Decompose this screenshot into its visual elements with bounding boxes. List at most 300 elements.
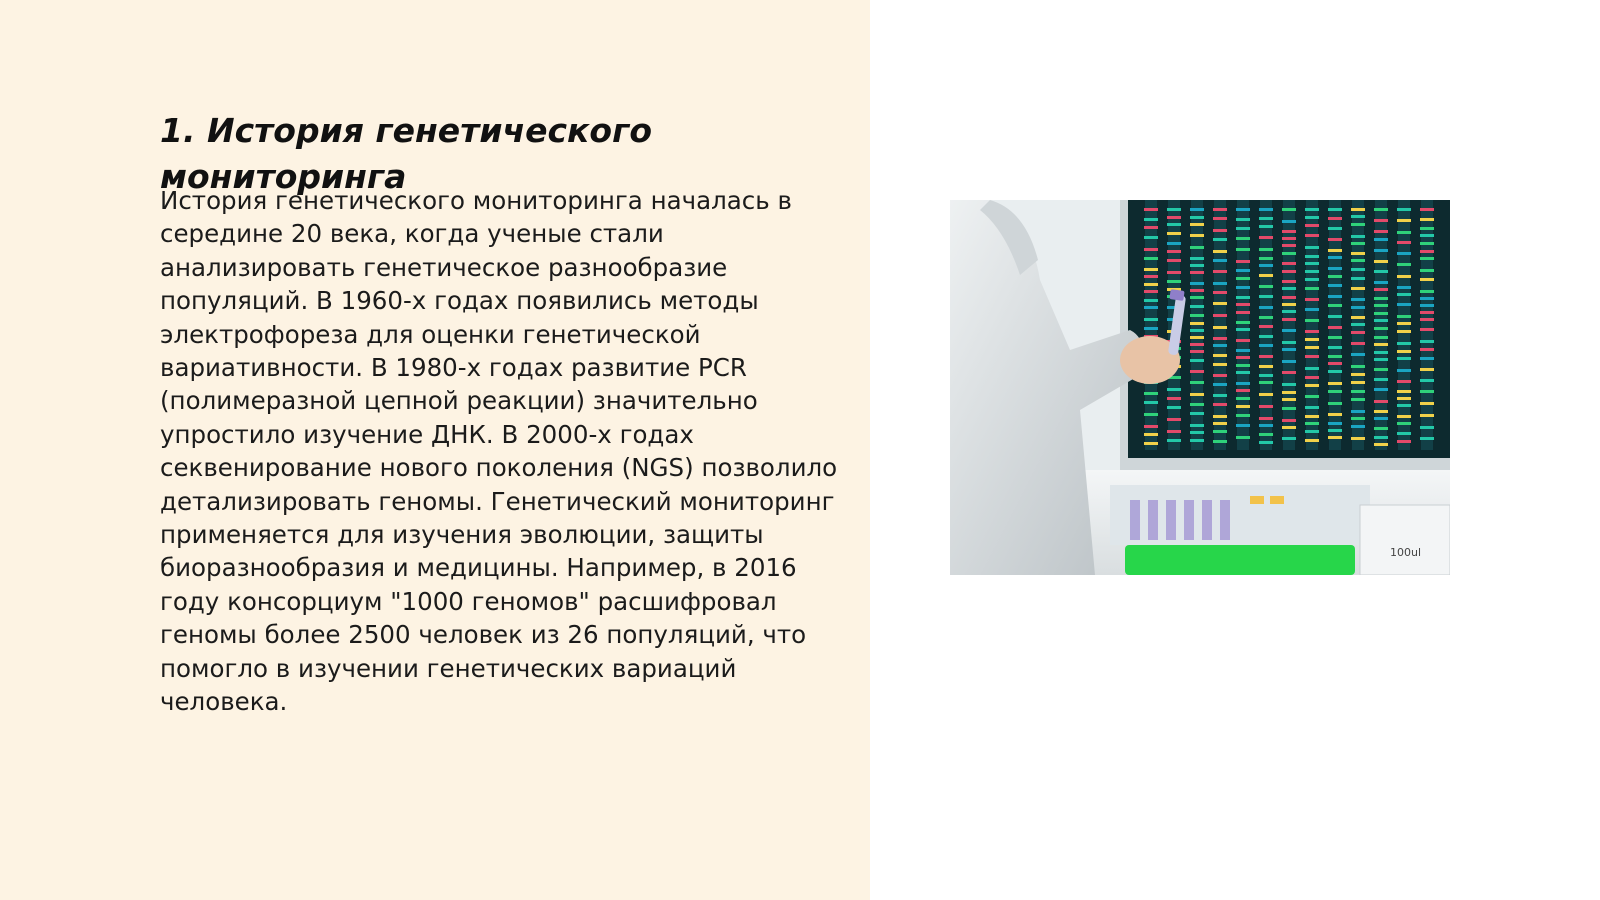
sequencing-band (1282, 360, 1296, 363)
sequencing-band (1259, 344, 1273, 347)
sequencing-band (1259, 325, 1273, 328)
sequencing-band (1328, 267, 1342, 270)
sequencing-band (1328, 249, 1342, 252)
sequencing-band (1397, 369, 1411, 372)
sequencing-band (1259, 248, 1273, 251)
sequencing-band (1282, 329, 1296, 332)
sequencing-band (1328, 355, 1342, 358)
sequencing-band (1282, 383, 1296, 386)
sequencing-band (1374, 417, 1388, 420)
sequencing-band (1213, 440, 1227, 443)
sequencing-band (1420, 368, 1434, 371)
sequencing-band (1328, 382, 1342, 385)
sequencing-band (1305, 355, 1319, 358)
sequencing-band (1213, 403, 1227, 406)
sequencing-band (1282, 407, 1296, 410)
sequencing-band (1305, 278, 1319, 281)
sequencing-band (1397, 208, 1411, 211)
sequencing-band (1397, 330, 1411, 333)
sequencing-band (1236, 371, 1250, 374)
sequencing-band (1374, 343, 1388, 346)
sequencing-band (1374, 327, 1388, 330)
sequencing-band (1282, 310, 1296, 313)
sequencing-band (1213, 326, 1227, 329)
sequencing-band (1397, 357, 1411, 360)
sequencing-band (1420, 278, 1434, 281)
sequencing-band (1397, 404, 1411, 407)
sequencing-band (1236, 356, 1250, 359)
sequencing-band (1236, 227, 1250, 230)
sequencing-band (1282, 426, 1296, 429)
sequencing-band (1282, 252, 1296, 255)
sequencing-band (1213, 208, 1227, 211)
sequencing-band (1259, 217, 1273, 220)
sequencing-lane (1421, 200, 1433, 450)
sequencing-band (1167, 250, 1181, 253)
sequencing-band (1167, 280, 1181, 283)
sequencing-band (1282, 230, 1296, 233)
sequencing-band (1190, 216, 1204, 219)
sequencing-lane (1329, 200, 1341, 450)
sequencing-band (1282, 303, 1296, 306)
sequencing-band (1167, 397, 1181, 400)
sequencing-band (1167, 216, 1181, 219)
sequencing-band (1420, 328, 1434, 331)
sequencing-band (1190, 370, 1204, 373)
sequencing-band (1259, 374, 1273, 377)
sequencing-band (1397, 219, 1411, 222)
sequencing-band (1144, 299, 1158, 302)
sequencing-band (1328, 256, 1342, 259)
sequencing-band (1328, 315, 1342, 318)
sequencing-band (1190, 257, 1204, 260)
sequencing-band (1374, 208, 1388, 211)
sequencing-band (1305, 234, 1319, 237)
sequencing-band (1351, 425, 1365, 428)
sequencing-band (1190, 208, 1204, 211)
sequencing-band (1351, 316, 1365, 319)
sequencing-band (1282, 419, 1296, 422)
sequencing-band (1282, 398, 1296, 401)
sequencing-band (1144, 401, 1158, 404)
sequencing-band (1328, 402, 1342, 405)
sequencing-band (1328, 275, 1342, 278)
sequencing-band (1374, 443, 1388, 446)
sequencing-band (1328, 304, 1342, 307)
sequencing-band (1328, 284, 1342, 287)
sequencing-band (1397, 275, 1411, 278)
sequencing-band (1213, 250, 1227, 253)
sequencing-band (1328, 362, 1342, 365)
sequencing-band (1397, 252, 1411, 255)
sequencing-band (1236, 414, 1250, 417)
sequencing-band (1420, 340, 1434, 343)
sequencing-band (1213, 394, 1227, 397)
sequencing-band (1167, 271, 1181, 274)
sequencing-band (1236, 218, 1250, 221)
sequencing-band (1213, 302, 1227, 305)
sequencing-band (1213, 422, 1227, 425)
sequencing-band (1190, 336, 1204, 339)
sequencing-band (1420, 402, 1434, 405)
sequencing-band (1236, 321, 1250, 324)
sequencing-band (1259, 424, 1273, 427)
sequencing-band (1213, 344, 1227, 347)
sequencing-band (1397, 390, 1411, 393)
sequencing-band (1282, 318, 1296, 321)
sequencing-band (1259, 433, 1273, 436)
sequencing-band (1282, 244, 1296, 247)
sequencing-band (1190, 289, 1204, 292)
sequencing-band (1397, 432, 1411, 435)
sequencing-band (1328, 295, 1342, 298)
sequencing-band (1259, 316, 1273, 319)
sequencing-band (1190, 359, 1204, 362)
sequencing-band (1259, 264, 1273, 267)
sequencing-band (1374, 351, 1388, 354)
sequencing-band (1282, 341, 1296, 344)
sequencing-band (1328, 346, 1342, 349)
sequencing-band (1305, 330, 1319, 333)
sequencing-band (1282, 280, 1296, 283)
sequencing-band (1397, 350, 1411, 353)
sequencing-band (1374, 288, 1388, 291)
sequencing-band (1190, 329, 1204, 332)
sequencing-band (1259, 335, 1273, 338)
sequencing-band (1351, 287, 1365, 290)
sequencing-band (1259, 257, 1273, 260)
sequencing-band (1328, 217, 1342, 220)
sequencing-band (1144, 306, 1158, 309)
slide-body-text: История генетического мониторинга началась в середине 20 века, когда ученые стали анализировать генетическое разнообразие популяций. В 1960-х годах появились методы электрофореза для оценки генетической вариативности. В 1980-х годах развитие PCR (полимеразной цепной реакции) значительно упростило изучение ДНК. В 2000-х годах секвенирование нового поколения (NGS) позволило детализировать геномы. Генетический мониторинг применяется для изучения эволюции, защиты биоразнообразия и медицины. Например, в 2016 году консорциум "1000 геномов" расшифровал геномы более 2500 человек из 26 популяций, что помогло в изучении генетических вариаций человека. (160, 186, 838, 717)
sequencing-band (1236, 424, 1250, 427)
sequencing-band (1420, 234, 1434, 237)
sequencing-band (1305, 262, 1319, 265)
sequencing-band (1213, 259, 1227, 262)
sequencing-band (1144, 442, 1158, 445)
sequencing-band (1351, 365, 1365, 368)
sequencing-band (1167, 406, 1181, 409)
sequencing-band (1259, 306, 1273, 309)
pipette-volume-label: 100ul (1390, 546, 1422, 559)
sequencing-band (1190, 381, 1204, 384)
sequencing-band (1167, 242, 1181, 245)
sequencing-band (1236, 269, 1250, 272)
sequencing-band (1259, 393, 1273, 396)
sequencing-band (1328, 238, 1342, 241)
sequencing-band (1190, 439, 1204, 442)
sequencing-band (1351, 410, 1365, 413)
sequencing-band (1259, 355, 1273, 358)
sequencing-band (1374, 281, 1388, 284)
sequencing-band (1236, 364, 1250, 367)
sequencing-band (1351, 398, 1365, 401)
sequencing-band (1213, 270, 1227, 273)
sequencing-band (1351, 437, 1365, 440)
sequencing-band (1213, 415, 1227, 418)
sequencing-band (1397, 440, 1411, 443)
sequencing-band (1374, 427, 1388, 430)
sequencing-band (1282, 437, 1296, 440)
sequencing-band (1374, 388, 1388, 391)
sequencing-band (1420, 218, 1434, 221)
sequencing-band (1374, 368, 1388, 371)
sequencing-band (1144, 218, 1158, 221)
sequencing-band (1397, 303, 1411, 306)
sequencing-band (1420, 318, 1434, 321)
sequencing-band (1328, 326, 1342, 329)
sequencing-band (1259, 381, 1273, 384)
sequencing-band (1144, 257, 1158, 260)
sequencing-band (1305, 224, 1319, 227)
sequencing-band (1190, 234, 1204, 237)
sequencing-lane (1214, 200, 1226, 450)
sequencing-band (1259, 441, 1273, 444)
sequencing-band (1144, 392, 1158, 395)
lab-dna-sequencing-photo (950, 200, 1450, 575)
sequencing-band (1259, 236, 1273, 239)
sequencing-band (1259, 225, 1273, 228)
sequencing-band (1374, 249, 1388, 252)
sequencing-band (1190, 403, 1204, 406)
sequencing-band (1305, 422, 1319, 425)
sequencing-band (1190, 305, 1204, 308)
sequencing-band (1397, 322, 1411, 325)
sequencing-band (1144, 275, 1158, 278)
sequencing-band (1420, 390, 1434, 393)
sequencing-band (1167, 259, 1181, 262)
sequencing-band (1374, 436, 1388, 439)
sequencing-band (1328, 370, 1342, 373)
sequencing-band (1328, 413, 1342, 416)
sequencing-band (1259, 208, 1273, 211)
sequencing-band (1374, 378, 1388, 381)
sequencing-band (1190, 271, 1204, 274)
sequencing-band (1351, 235, 1365, 238)
sequencing-band (1236, 237, 1250, 240)
sequencing-band (1305, 308, 1319, 311)
sequencing-band (1351, 223, 1365, 226)
sequencing-band (1397, 380, 1411, 383)
sequencing-band (1351, 298, 1365, 301)
sequencing-band (1351, 417, 1365, 420)
sequencing-band (1190, 343, 1204, 346)
sequencing-band (1305, 346, 1319, 349)
sequencing-band (1397, 342, 1411, 345)
sequencing-band (1328, 336, 1342, 339)
sequencing-band (1259, 365, 1273, 368)
sequencing-band (1420, 269, 1434, 272)
sequencing-band (1351, 259, 1365, 262)
sequencing-band (1213, 430, 1227, 433)
sequencing-band (1420, 227, 1434, 230)
sequencing-band (1351, 277, 1365, 280)
sequencing-band (1397, 397, 1411, 400)
sequencing-band (1236, 286, 1250, 289)
sequencing-band (1167, 418, 1181, 421)
sequencing-band (1305, 415, 1319, 418)
sequencing-band (1213, 238, 1227, 241)
sequencing-band (1236, 260, 1250, 263)
sequencing-band (1328, 390, 1342, 393)
sequencing-band (1305, 255, 1319, 258)
sequencing-band (1305, 246, 1319, 249)
sequencing-band (1213, 314, 1227, 317)
sequencing-band (1374, 312, 1388, 315)
sequencing-band (1397, 241, 1411, 244)
sequencing-band (1190, 424, 1204, 427)
sequencing-band (1374, 336, 1388, 339)
sequencing-band (1305, 439, 1319, 442)
sequencing-band (1328, 227, 1342, 230)
sequencing-band (1305, 384, 1319, 387)
sequencing-band (1236, 397, 1250, 400)
sequencing-band (1144, 226, 1158, 229)
sequencing-band (1282, 208, 1296, 211)
sequencing-band (1236, 382, 1250, 385)
sequencing-band (1282, 391, 1296, 394)
sequencing-band (1420, 304, 1434, 307)
sequencing-band (1282, 237, 1296, 240)
sequencing-band (1236, 328, 1250, 331)
sequencing-band (1282, 270, 1296, 273)
sequencing-band (1190, 282, 1204, 285)
sequencing-band (1213, 291, 1227, 294)
sequencing-band (1167, 208, 1181, 211)
sequencing-band (1420, 208, 1434, 211)
sequencing-band (1374, 270, 1388, 273)
sequencing-band (1282, 296, 1296, 299)
sequencing-band (1282, 287, 1296, 290)
sequencing-band (1397, 315, 1411, 318)
sequencing-band (1420, 250, 1434, 253)
sequencing-band (1420, 357, 1434, 360)
sequencing-band (1351, 342, 1365, 345)
sequencing-band (1305, 376, 1319, 379)
sequencing-band (1351, 381, 1365, 384)
sequencing-band (1144, 413, 1158, 416)
sequencing-band (1374, 400, 1388, 403)
sequencing-band (1305, 208, 1319, 211)
sequencing-band (1351, 242, 1365, 245)
sequencing-band (1236, 405, 1250, 408)
sequencing-band (1213, 354, 1227, 357)
sequencing-band (1282, 348, 1296, 351)
sequencing-band (1305, 287, 1319, 290)
sequencing-band (1351, 331, 1365, 334)
sequencing-band (1420, 414, 1434, 417)
sequencing-band (1236, 296, 1250, 299)
sequencing-band (1167, 388, 1181, 391)
sequencing-band (1374, 230, 1388, 233)
sequencing-band (1305, 395, 1319, 398)
sequencing-band (1420, 290, 1434, 293)
sequencing-band (1236, 436, 1250, 439)
sequencing-band (1144, 318, 1158, 321)
sequencing-band (1351, 390, 1365, 393)
sequencing-band (1397, 422, 1411, 425)
sequencing-band (1190, 296, 1204, 299)
sequencing-band (1190, 223, 1204, 226)
sequencing-band (1305, 338, 1319, 341)
sequencing-band (1236, 349, 1250, 352)
sequencing-band (1236, 303, 1250, 306)
sequencing-band (1144, 268, 1158, 271)
sequencing-band (1305, 406, 1319, 409)
sequencing-band (1305, 216, 1319, 219)
sequencing-band (1236, 389, 1250, 392)
sequencing-band (1328, 429, 1342, 432)
sequencing-band (1328, 436, 1342, 439)
sequencing-band (1420, 311, 1434, 314)
sequencing-band (1328, 422, 1342, 425)
sequencing-band (1144, 248, 1158, 251)
sequencing-band (1236, 311, 1250, 314)
sequencing-band (1282, 262, 1296, 265)
sequencing-band (1190, 264, 1204, 267)
sequencing-band (1305, 367, 1319, 370)
sequencing-band (1374, 238, 1388, 241)
sequencing-band (1144, 425, 1158, 428)
sequencing-band (1351, 373, 1365, 376)
sequencing-band (1351, 323, 1365, 326)
sequencing-band (1374, 358, 1388, 361)
sequencing-band (1351, 268, 1365, 271)
sequencing-band (1374, 297, 1388, 300)
sequencing-band (1144, 283, 1158, 286)
sequencing-band (1167, 232, 1181, 235)
sequencing-band (1213, 337, 1227, 340)
sequencing-band (1351, 306, 1365, 309)
sequencing-band (1236, 208, 1250, 211)
sequencing-band (1167, 223, 1181, 226)
sequencing-band (1374, 304, 1388, 307)
sequencing-band (1305, 319, 1319, 322)
sequencing-band (1213, 374, 1227, 377)
sequencing-band (1236, 339, 1250, 342)
sequencing-band (1420, 257, 1434, 260)
sequencing-band (1190, 412, 1204, 415)
slide-title: 1. История генетического мониторинга (160, 111, 653, 196)
sequencing-band (1374, 410, 1388, 413)
sequencing-band (1351, 353, 1365, 356)
sequencing-band (1144, 208, 1158, 211)
sequencing-band (1144, 290, 1158, 293)
sequencing-band (1374, 319, 1388, 322)
sequencing-band (1282, 371, 1296, 374)
sequencing-band (1351, 215, 1365, 218)
sequencing-band (1328, 208, 1342, 211)
sequencing-band (1190, 431, 1204, 434)
sequencing-band (1213, 282, 1227, 285)
sequencing-band (1236, 248, 1250, 251)
sequencing-band (1144, 327, 1158, 330)
sequencing-band (1259, 417, 1273, 420)
sequencing-band (1305, 298, 1319, 301)
sequencing-band (1351, 208, 1365, 211)
sequencing-band (1420, 297, 1434, 300)
sequencing-band (1397, 231, 1411, 234)
sequencing-band (1167, 439, 1181, 442)
sequencing-band (1213, 363, 1227, 366)
sequencing-band (1374, 260, 1388, 263)
sequencing-band (1420, 379, 1434, 382)
sequencing-band (1420, 348, 1434, 351)
sequencing-band (1305, 430, 1319, 433)
sequencing-band (1420, 242, 1434, 245)
sequencing-band (1259, 405, 1273, 408)
sequencing-band (1397, 263, 1411, 266)
